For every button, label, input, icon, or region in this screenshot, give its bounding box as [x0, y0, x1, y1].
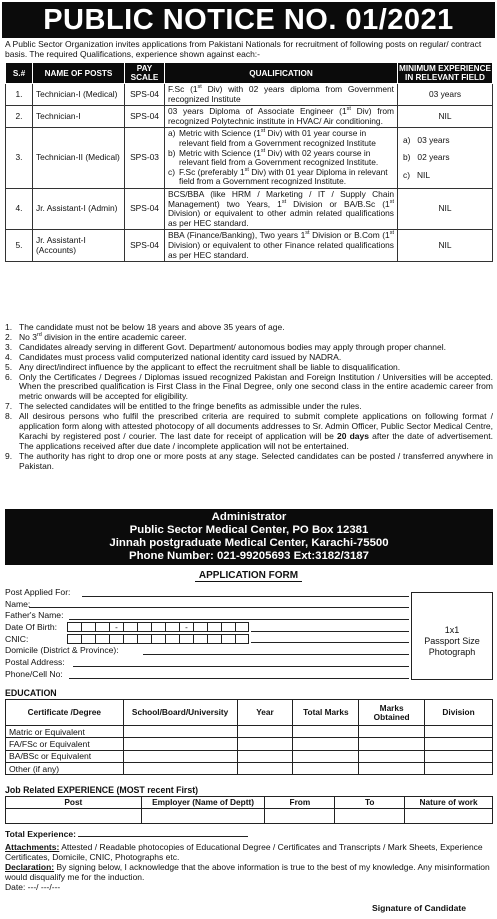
education-cell[interactable] — [359, 738, 425, 750]
form-field-label: Name: — [5, 598, 31, 609]
education-cell[interactable] — [425, 750, 493, 762]
address-block — [5, 509, 493, 565]
note-item: 4. Candidates must process valid computerized national identity card issued by NADRA. — [5, 351, 342, 362]
education-cell[interactable] — [359, 726, 425, 738]
education-row — [6, 726, 493, 738]
post-qualification: 03 years Diploma of Associate Engineer (1st Div) from recognized Polytechnic institute in HVAC/ Air conditioning. — [165, 106, 398, 128]
declaration-label: Declaration: — [5, 862, 55, 872]
education-cell[interactable] — [237, 762, 293, 774]
post-qualification: BBA (Finance/Banking), Two years 1st Division or B.Com (1st Division) or equivalent to other Finance related qualifications as per HEC standard. — [165, 230, 398, 262]
form-field — [5, 669, 409, 681]
col-sno: S.# — [6, 63, 33, 84]
dob-boxes[interactable] — [67, 622, 249, 633]
form-field-label: Phone/Cell No: — [5, 668, 63, 679]
footer-text — [5, 842, 493, 892]
input-box[interactable]: - — [179, 622, 193, 632]
form-field-label: Domicile (District & Province): — [5, 645, 119, 656]
edu-col-certificate: Certificate /Degree — [6, 700, 124, 726]
post-row — [6, 106, 493, 128]
education-cell[interactable] — [359, 750, 425, 762]
input-box[interactable] — [95, 622, 109, 632]
form-field-line[interactable] — [69, 678, 409, 679]
form-field-line[interactable] — [29, 607, 409, 608]
total-experience-label: Total Experience: — [5, 829, 76, 839]
date-line: Date: ---/ ---/--- — [5, 882, 61, 892]
address-line-3: Jinnah postgraduate Medical Center, Karachi-75500 — [109, 537, 389, 549]
post-experience: 03 years — [398, 84, 493, 106]
education-row — [6, 738, 493, 750]
experience-item: b) 02 years — [403, 152, 450, 163]
input-box[interactable] — [109, 634, 123, 644]
note-item: 2. No 3rd division in the entire academic career. — [5, 331, 187, 342]
post-qualification — [165, 128, 398, 189]
post-experience: NIL — [398, 106, 493, 128]
form-field-line[interactable] — [143, 654, 409, 655]
education-row — [6, 762, 493, 774]
exp-col-from: From — [265, 797, 335, 809]
input-box[interactable] — [81, 622, 95, 632]
total-experience — [5, 829, 248, 839]
exp-col-post: Post — [6, 797, 142, 809]
note-item: 8. All desirous persons who fulfil the prescribed criteria are required to submit complete applications on following format / application form along with attested photocopy of all documents addresses to Sr. Admin Officer, Public Sector Medical Centre, Karachi by registered post / courier. The last date for receipt of application will be 20 days after the date of advertisement. The applications received after due date / incomplete application will not be entertained. — [5, 411, 493, 451]
experience-item: a) 03 years — [403, 134, 450, 145]
edu-col-obtained: Marks Obtained — [359, 700, 425, 726]
note-item: 6. Only the Certificates / Degrees / Diplomas issued recognized Pakistan and Foreign Institution / Universities will be accepted. When the prescribed qualification is First Class in the Final Degree, only one second class in the entire academic career from metric onwards will be accepted for eligibility. — [5, 371, 493, 402]
education-cell[interactable] — [293, 750, 359, 762]
post-sno: 2. — [6, 106, 33, 128]
post-sno: 4. — [6, 188, 33, 229]
education-degree: FA/FSc or Equivalent — [6, 738, 124, 750]
form-field-label: CNIC: — [5, 633, 29, 644]
education-cell[interactable] — [293, 762, 359, 774]
input-box[interactable] — [179, 634, 193, 644]
input-box[interactable] — [165, 622, 179, 632]
exp-col-to: To — [335, 797, 405, 809]
post-pay-scale: SPS-04 — [125, 84, 165, 106]
note-item: 3. Candidates already serving in different Govt. Department/ autonomous bodies may apply through proper channel. — [5, 341, 446, 352]
form-field — [5, 610, 409, 622]
attachments-text: Attested / Readable photocopies of Educational Degree / Certificates and Transcripts / Mark Sheets, Experience Certificates, Domicile, CNIC, Photographs etc. — [5, 842, 483, 862]
form-title-text: APPLICATION FORM — [195, 570, 302, 582]
input-box[interactable] — [95, 634, 109, 644]
form-field — [5, 587, 409, 599]
experience-header-row — [6, 797, 493, 809]
post-pay-scale: SPS-04 — [125, 188, 165, 229]
experience-table — [5, 796, 493, 824]
input-box[interactable] — [137, 622, 151, 632]
post-experience: NIL — [398, 188, 493, 229]
input-box[interactable] — [137, 634, 151, 644]
input-box[interactable] — [165, 634, 179, 644]
edu-col-school: School/Board/University — [123, 700, 237, 726]
edu-col-year: Year — [237, 700, 293, 726]
education-cell[interactable] — [425, 762, 493, 774]
form-field-line[interactable] — [251, 631, 409, 632]
notes-list — [5, 323, 493, 472]
post-experience: NIL — [398, 230, 493, 262]
post-qualification: F.Sc (1st Div) with 02 years diploma from Government recognized Institute — [165, 84, 398, 106]
input-box[interactable] — [235, 634, 249, 644]
photo-label-2: Passport Size — [424, 636, 480, 646]
post-experience — [398, 128, 493, 189]
post-pay-scale: SPS-04 — [125, 230, 165, 262]
input-box[interactable] — [193, 622, 207, 632]
education-cell[interactable] — [425, 738, 493, 750]
education-degree: BA/BSc or Equivalent — [6, 750, 124, 762]
input-box[interactable] — [221, 634, 235, 644]
post-row — [6, 230, 493, 262]
post-sno: 5. — [6, 230, 33, 262]
education-degree: Other (if any) — [6, 762, 124, 774]
edu-col-division: Division — [425, 700, 493, 726]
education-cell[interactable] — [123, 726, 237, 738]
col-qualification: QUALIFICATION — [165, 63, 398, 84]
photo-label-1: 1x1 — [444, 625, 460, 635]
education-cell[interactable] — [237, 750, 293, 762]
exp-cell[interactable] — [141, 809, 265, 824]
input-box[interactable] — [235, 622, 249, 632]
form-field-line[interactable] — [73, 666, 409, 667]
education-header-row — [6, 700, 493, 726]
photo-box[interactable] — [411, 592, 493, 680]
posts-table — [5, 62, 493, 262]
education-cell[interactable] — [425, 726, 493, 738]
declaration-line — [5, 862, 493, 882]
exp-cell[interactable] — [6, 809, 142, 824]
signature-label: Signature of Candidate — [372, 903, 467, 913]
post-sno: 1. — [6, 84, 33, 106]
education-degree: Matric or Equivalent — [6, 726, 124, 738]
education-cell[interactable] — [293, 738, 359, 750]
post-name: Technician-I — [33, 106, 125, 128]
post-sno: 3. — [6, 128, 33, 189]
qualification-item: a) Metric with Science (1st Div) with 01 year course in relevant field from a Government recognized Institute — [168, 128, 376, 148]
education-cell[interactable] — [293, 726, 359, 738]
form-field — [5, 634, 409, 646]
edu-col-total: Total Marks — [293, 700, 359, 726]
input-box[interactable] — [207, 634, 221, 644]
education-cell[interactable] — [359, 762, 425, 774]
post-pay-scale: SPS-04 — [125, 106, 165, 128]
post-row — [6, 84, 493, 106]
input-box[interactable] — [221, 622, 235, 632]
address-line-1: Administrator — [211, 511, 287, 523]
input-box[interactable] — [81, 634, 95, 644]
education-cell[interactable] — [237, 726, 293, 738]
input-box[interactable] — [207, 622, 221, 632]
col-post: NAME OF POSTS — [33, 63, 125, 84]
post-name: Jr. Assistant-I (Admin) — [33, 188, 125, 229]
exp-cell[interactable] — [265, 809, 335, 824]
form-title — [0, 570, 497, 581]
post-name: Technician-I (Medical) — [33, 84, 125, 106]
education-table — [5, 699, 493, 775]
education-cell[interactable] — [123, 762, 237, 774]
notice-title: PUBLIC NOTICE NO. 01/2021 — [2, 2, 495, 38]
input-box[interactable] — [67, 622, 81, 632]
total-experience-line[interactable] — [78, 836, 248, 837]
form-field-line[interactable] — [82, 596, 409, 597]
education-cell[interactable] — [237, 738, 293, 750]
note-item: 9. The authority has right to drop one or more posts at any stage. Selected candidates can be posted / transferred anywhere in Pakistan. — [5, 450, 493, 471]
note-item: 7. The selected candidates will be entitled to the fringe benefits as admissible under the rules. — [5, 401, 362, 412]
input-box[interactable]: - — [109, 622, 123, 632]
form-field — [5, 645, 409, 657]
address-line-2: Public Sector Medical Center, PO Box 12381 — [129, 524, 369, 536]
col-pay: PAY SCALE — [125, 63, 165, 84]
posts-header-row — [6, 63, 493, 84]
declaration-text: By signing below, I acknowledge that the above information is true to the best of my knowledge. Any misinformation would disqualify me for the induction. — [5, 862, 490, 882]
exp-col-nature: Nature of work — [405, 797, 493, 809]
form-field — [5, 622, 409, 634]
post-qualification: BCS/BBA (like HRM / Marketing / IT / Supply Chain Management) two Years, 1st Division or BA/B.Sc (1st Division) or equivalent to other admin related qualifications as per HEC standard. — [165, 188, 398, 229]
exp-col-employer: Employer (Name of Deptt) — [141, 797, 265, 809]
input-box[interactable] — [151, 634, 165, 644]
input-box[interactable] — [151, 622, 165, 632]
input-box[interactable] — [67, 634, 81, 644]
attachments-line — [5, 842, 493, 862]
form-field-label: Date Of Birth: — [5, 622, 58, 633]
post-row — [6, 128, 493, 189]
intro-text: A Public Sector Organization invites applications from Pakistani Nationals for recruitment of following posts on regular/ contract basis. The required Qualifications, experience shown against each:- — [5, 39, 482, 59]
form-field — [5, 599, 409, 611]
experience-heading: Job Related EXPERIENCE (MOST recent First) — [5, 785, 199, 795]
form-field-label: Father's Name: — [5, 610, 64, 621]
form-field-label: Post Applied For: — [5, 587, 71, 597]
post-name: Jr. Assistant-I (Accounts) — [33, 230, 125, 262]
exp-cell[interactable] — [335, 809, 405, 824]
input-box[interactable] — [123, 634, 137, 644]
exp-cell[interactable] — [405, 809, 493, 824]
note-item: 5. Any direct/indirect influence by the applicant to effect the recruitment shall be liable to disqualification. — [5, 361, 401, 372]
post-name: Technician-II (Medical) — [33, 128, 125, 189]
applicant-fields — [5, 587, 409, 681]
note-item: 1. The candidate must not be below 18 years and above 35 years of age. — [5, 322, 285, 332]
form-field-line[interactable] — [251, 642, 409, 643]
education-heading: EDUCATION — [5, 688, 57, 698]
education-cell[interactable] — [123, 750, 237, 762]
photo-label-3: Photograph — [428, 647, 476, 657]
input-box[interactable] — [123, 622, 137, 632]
education-cell[interactable] — [123, 738, 237, 750]
qualification-item: b) Metric with Science (1st Div) with 02 years course in relevant field from a Government recognized Institute. — [168, 147, 379, 168]
input-box[interactable] — [193, 634, 207, 644]
attachments-label: Attachments: — [5, 842, 60, 852]
experience-item: c) NIL — [403, 169, 430, 180]
col-experience: MINIMUM EXPERIENCE IN RELEVANT FIELD — [399, 64, 491, 82]
address-line-4: Phone Number: 021-99205693 Ext:3182/3187 — [129, 550, 369, 562]
post-row — [6, 188, 493, 229]
form-field-line[interactable] — [69, 619, 409, 620]
cnic-boxes[interactable] — [67, 634, 249, 645]
qualification-item: c) F.Sc (preferably 1st Div) with 01 year Diploma in relevant field from a Government recognized Institute. — [168, 166, 388, 187]
form-field-label: Postal Address: — [5, 657, 65, 668]
experience-empty-row — [6, 809, 493, 824]
form-field — [5, 657, 409, 669]
post-pay-scale: SPS-03 — [125, 128, 165, 189]
education-row — [6, 750, 493, 762]
